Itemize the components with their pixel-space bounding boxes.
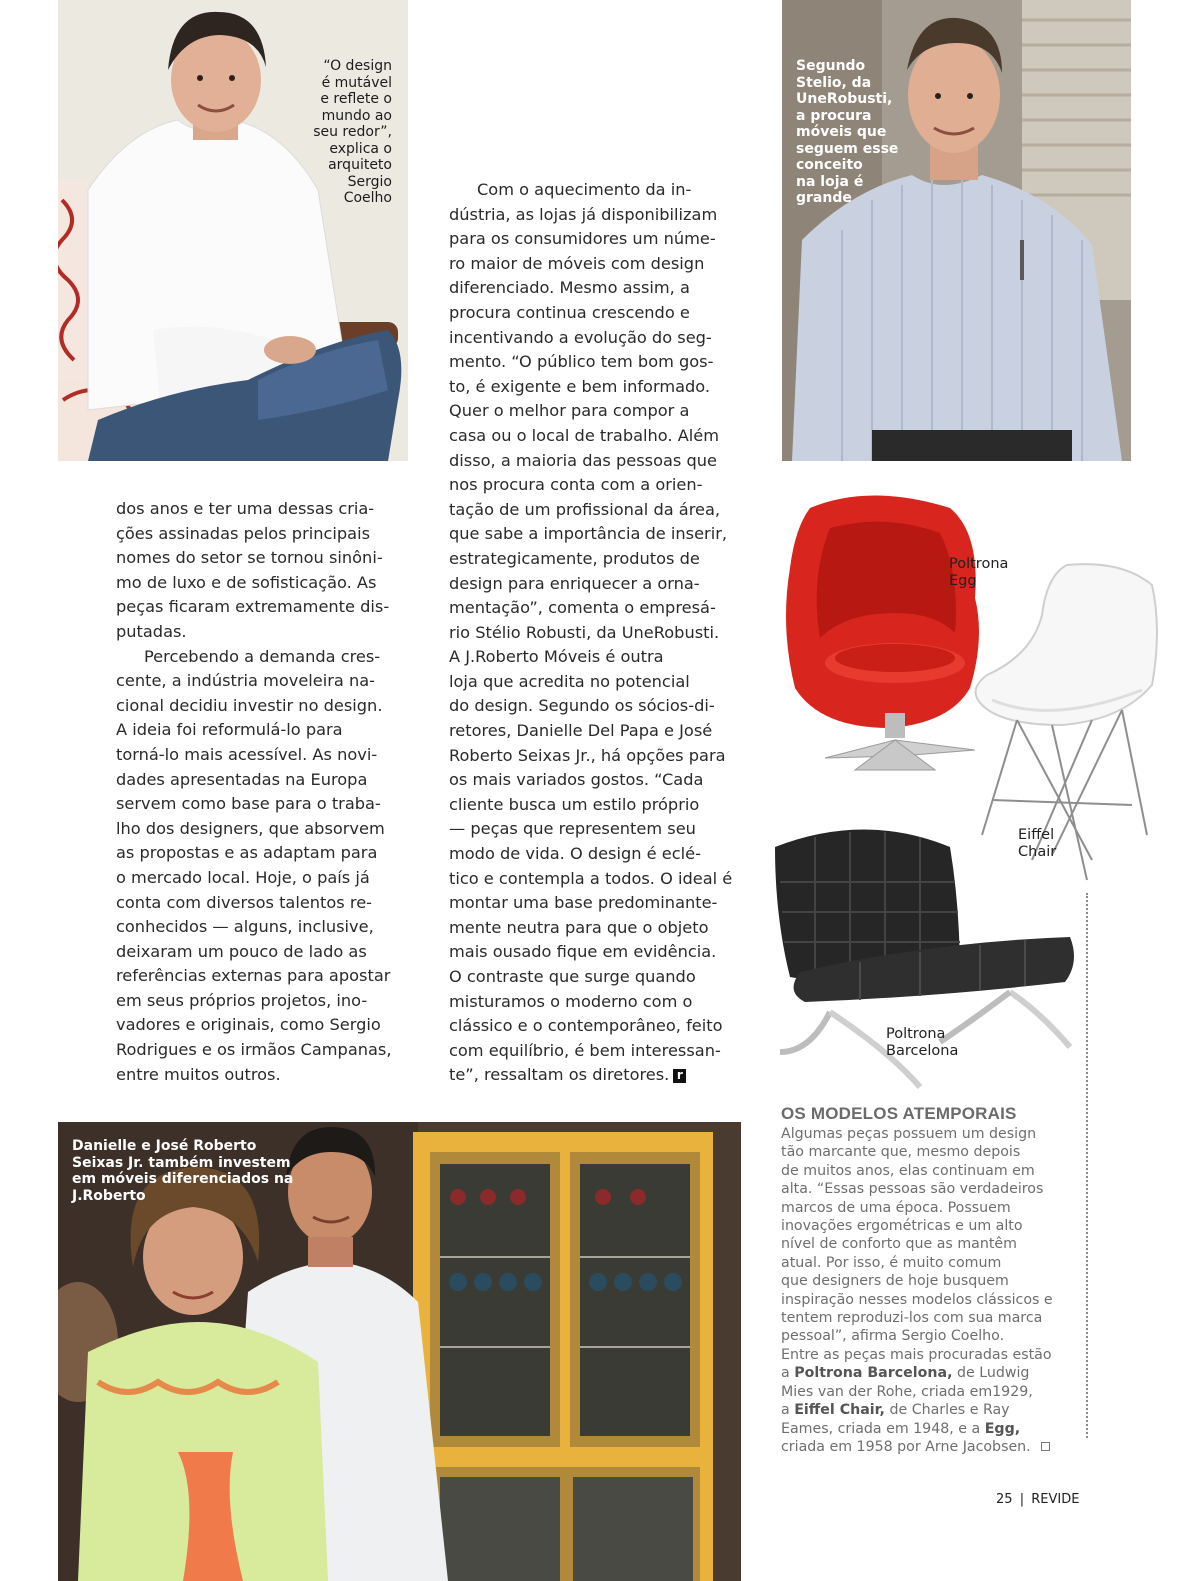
- product-egg-chair: [770, 488, 995, 778]
- sidebar-highlight-barcelona: Poltrona Barcelona,: [794, 1365, 953, 1382]
- sidebar-highlight-eiffel: Eiffel Chair,: [794, 1402, 885, 1419]
- page-footer: [996, 1492, 1079, 1507]
- article-paragraph: A J.Roberto Móveis é outra loja que acredita no potencial do design. Segundo os sócios-di- retores, Danielle Del Papa e José Roberto Seixas Jr., há opções para os mais variados gostos. “Cada cliente busca um estilo próprio — peças que representem seu modo de vida. O design é eclé- tico e contempla a todos. O ideal é montar uma base predominante- mente neutra para que o objeto mais ousado fique em evidência. O contraste que surge quando misturamos o moderno com o clássico e o contemporâneo, feito com equilíbrio, é bem interessan- te”, ressaltam os diretores.: [449, 647, 733, 1085]
- photo-jroberto-owners: [58, 1122, 741, 1581]
- photo-stelio-robusti: [782, 0, 1131, 461]
- sidebar-title: OS MODELOS ATEMPORAIS: [781, 1104, 1017, 1123]
- article-end-mark: r: [673, 1069, 686, 1083]
- sidebar-highlight-egg: Egg,: [984, 1420, 1021, 1437]
- article-column-1: [116, 497, 408, 1087]
- magazine-name: REVIDE: [1031, 1492, 1080, 1507]
- article-paragraph: Com o aquecimento da in- dústria, as lojas já disponibilizam para os consumidores um núme- ro maior de móveis com design diferenciado. Mesmo assim, a procura continua crescendo e incentivando a evolução do seg- mento. “O público tem bom gos- to, é exigente e bem informado. Quer o melhor para compor a casa ou o local de trabalho. Além disso, a maioria das pessoas que nos procura conta com a orien- tação de um profissional da área, que sabe a importância de inserir, estrategicamente, produtos de design para enriquecer a orna- mentação”, comenta o empresá- rio Stélio Robusti, da UneRobusti.: [449, 180, 728, 642]
- sidebar-text: Algumas peças possuem um design tão marcante que, mesmo depois de muitos anos, elas continuam em alta. “Essas pessoas são verdadeiros marcos de uma época. Possuem inovações ergométricas e um alto nível de conforto que as mantêm atual. Por isso, é muito comum que designers de hoje busquem inspiração nesses modelos clássicos e tentem reproduzi-los com sua marca pessoal”, afirma Sergio Coelho. Entre as peças mais procuradas estão a Poltrona Barcelona, de Ludwig Mies van der Rohe, criada em1929, a Eiffel Chair, de Charles e Ray Eames, criada em 1948, e a Egg, criada em 1958 por Arne Jacobsen.: [781, 1126, 1053, 1455]
- label-eiffel-chair: Eiffel Chair: [1018, 827, 1057, 860]
- sidebar-end-square-icon: [1041, 1442, 1050, 1451]
- footer-separator: |: [1019, 1492, 1025, 1507]
- caption-sergio-coelho: “O design é mutável e reflete o mundo ao seu redor”, explica o arquiteto Sergio Coelho: [313, 58, 392, 206]
- page-number: 25: [996, 1492, 1013, 1507]
- caption-jroberto-owners: Danielle e José Roberto Seixas Jr. também investem em móveis diferenciados na J.Roberto: [72, 1138, 294, 1204]
- article-paragraph: dos anos e ter uma dessas cria- ções assinadas pelos principais nomes do setor se tornou sinôni- mo de luxo e de sofisticação. As peças ficaram extremamente dis- putadas.: [116, 499, 390, 641]
- article-column-2: [449, 178, 741, 1088]
- caption-stelio-robusti: Segundo Stelio, da UneRobusti, a procura móveis que seguem esse conceito na loja é grande: [796, 58, 899, 206]
- dotted-divider: [1086, 893, 1088, 1438]
- label-poltrona-barcelona: Poltrona Barcelona: [886, 1026, 959, 1059]
- label-poltrona-egg: Poltrona Egg: [949, 556, 1009, 589]
- article-paragraph: Percebendo a demanda cres- cente, a indústria moveleira na- cional decidiu investir no design. A ideia foi reformulá-lo para torná-lo mais acessível. As novi- dades apresentadas na Europa servem como base para o traba- lho dos designers, que absorvem as propostas e as adaptam para o mercado local. Hoje, o país já conta com diversos talentos re- conhecidos — alguns, inclusive, deixaram um pouco de lado as referências externas para apostar em seus próprios projetos, ino- vadores e originais, como Sergio Rodrigues e os irmãos Campanas, entre muitos outros.: [116, 646, 392, 1084]
- photo-sergio-coelho: [58, 0, 408, 461]
